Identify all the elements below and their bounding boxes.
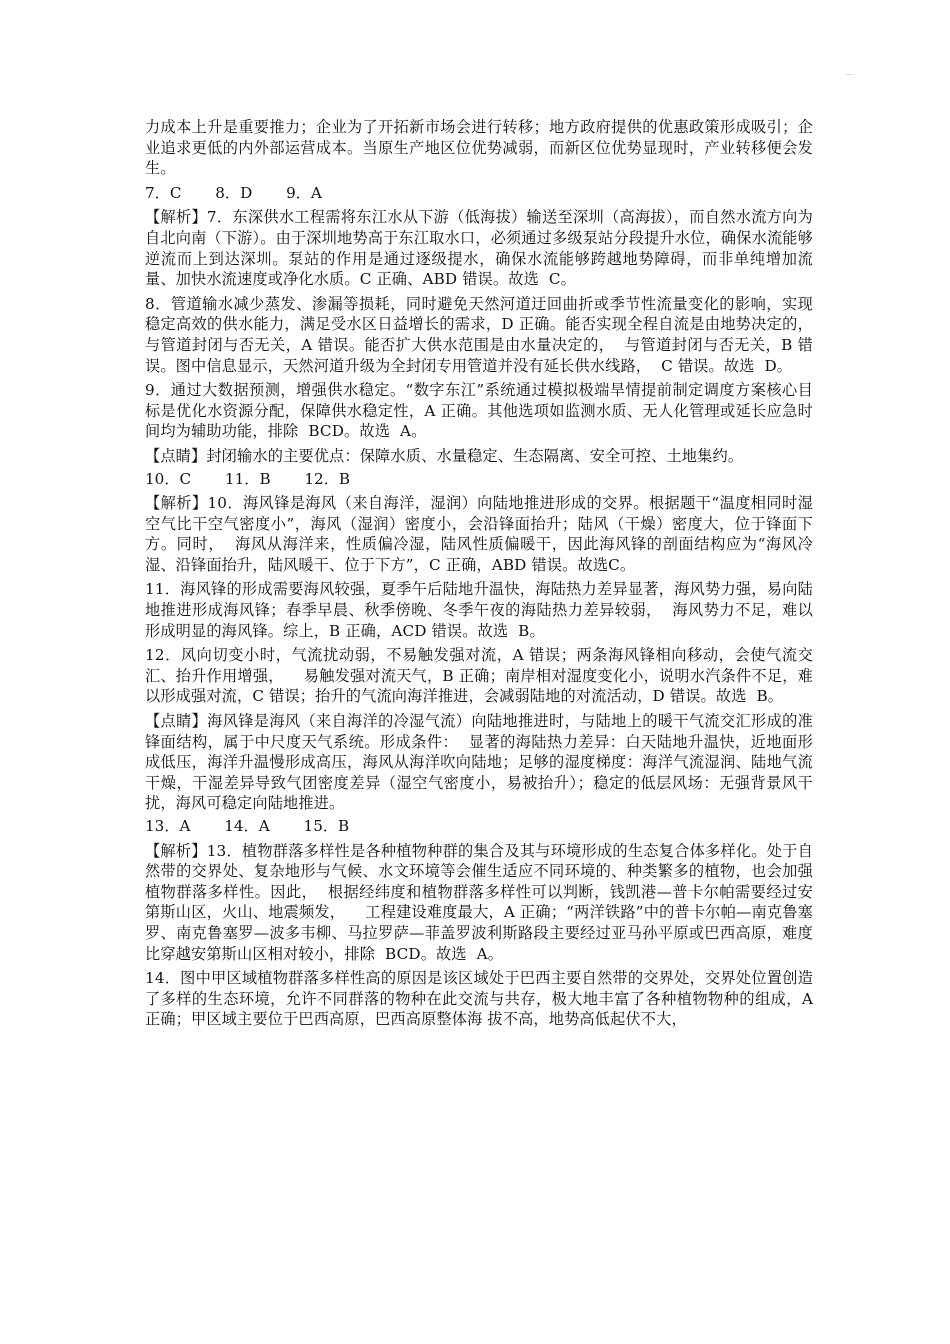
document-page [145,117,818,1034]
analysis-q13: 【解析】13．植物群落多样性是各种植物种群的集合及其与环境形成的生态复合体多样化。处于自然带的交界处、复杂地形与气候、水文环境等会催生适应不同环境的、种类繁多的植物，也会加强植物群落多样性。因此， 根据经纬度和植物群落多样性可以判断，钱凯港—普卡尔帕需要经过安第斯山区，火山、地震频发， 工程建设难度最大，A 正确；“两洋铁路”中的普卡尔帕—南克鲁塞罗、南克鲁塞罗—波多韦柳、马拉罗萨—菲盖罗波利斯路段主要经过亚马孙平原或巴西高原，难度比穿越安第斯山区相对较小，排除 BCD。故选 A。 [145,841,813,963]
answer-line-13-15: 13．A 14．A 15．B [145,817,350,835]
answer-line-10-12: 10．C 11．B 12．B [145,469,351,488]
analysis-q10: 【解析】10．海风锋是海风（来自海洋，湿润）向陆地推进形成的交界。根据题干“温度相同时湿空气比干空气密度小”，海风（湿润）密度小，会沿锋面抬升；陆风（干燥）密度大，位于锋面下方。同时， 海风从海洋来，性质偏冷湿，陆风性质偏暖干，因此海风锋的剖面结构应为“海风冷湿、沿锋面抬升，陆风暖干、位于下方”，C 正确，ABD 错误。故选C。 [145,494,813,574]
analysis-q12: 12．风向切变小时，气流扰动弱，不易触发强对流，A 错误；两条海风锋相向移动，会使气流交汇、抬升作用增强， 易触发强对流天气，B 正确；南岸相对湿度变化小，说明水汽条件不足，难以形成强对流，C 错误；抬升的气流向海洋推进，会减弱陆地的对流活动，D 错误。故选 B。 [145,646,813,706]
analysis-q11: 11．海风锋的形成需要海风较强，夏季午后陆地升温快，海陆热力差异显著，海风势力强，易向陆地推进形成海风锋；春季早晨、秋季傍晚、冬季午夜的海陆热力差异较弱， 海风势力不足，难以形成明显的海风锋。综上，B 正确，ACD 错误。故选 B。 [145,580,813,640]
analysis-q8: 8．管道输水减少蒸发、渗漏等损耗，同时避免天然河道迂回曲折或季节性流量变化的影响，实现稳定高效的供水能力，满足受水区日益增长的需求，D 正确。能否实现全程自流是由地势决定的，与管道封闭与否无关，A 错误。能否扩大供水范围是由水量决定的， 与管道封闭与否无关，B 错误。图中信息显示，天然河道升级为全封闭专用管道并没有延长供水线路， C 错误。故选 D。 [145,294,813,375]
key-point-1: 【点睛】封闭输水的主要优点：保障水质、水量稳定、生态隔离、安全可控、土地集约。 [145,446,744,465]
answer-line-7-9: 7．C 8．D 9．A [145,183,322,202]
page-corner-mark [846,74,854,75]
paragraph-continuation: 力成本上升是重要推力；企业为了开拓新市场会进行转移；地方政府提供的优惠政策形成吸引；企业追求更低的内外部运营成本。当原生产地区位优势减弱，而新区位优势显现时，产业转移便会发生。 [145,118,813,178]
analysis-q9: 9．通过大数据预测，增强供水稳定。“数字东江”系统通过模拟极端旱情提前制定调度方案核心目标是优化水资源分配，保障供水稳定性，A 正确。其他选项如监测水质、无人化管理或延长应急时间均为辅助功能，排除 BCD。故选 A。 [145,381,813,441]
analysis-q14: 14．图中甲区域植物群落多样性高的原因是该区域处于巴西主要自然带的交界处，交界处位置创造了多样的生态环境，允许不同群落的物种在此交流与共存，极大地丰富了各种植物物种的组成，A 正确；甲区域主要位于巴西高原，巴西高原整体海 拔不高，地势高低起伏不大， [145,969,818,1029]
analysis-q7: 【解析】7．东深供水工程需将东江水从下游（低海拔）输送至深圳（高海拔），而自然水流方向为自北向南（下游）。由于深圳地势高于东江取水口，必须通过多级泵站分段提升水位，确保水流能够逆流而上到达深圳。泵站的作用是通过逐级提水，确保水流能够跨越地势障碍，而非单纯增加流量、加快水流速度或净化水质。C 正确、ABD 错误。故选 C。 [145,208,813,289]
key-point-2: 【点睛】海风锋是海风（来自海洋的冷湿气流）向陆地推进时，与陆地上的暖干气流交汇形成的准锋面结构，属于中尺度天气系统。形成条件： 显著的海陆热力差异：白天陆地升温快，近地面形成低压，海洋升温慢形成高压，海风从海洋吹向陆地；足够的湿度梯度：海洋气流湿润、陆地气流干燥，干湿差异导致气团密度差异（湿空气密度小，易被抬升）；稳定的低层风场：无强背景风干扰，海风可稳定向陆地推进。 [145,712,813,813]
